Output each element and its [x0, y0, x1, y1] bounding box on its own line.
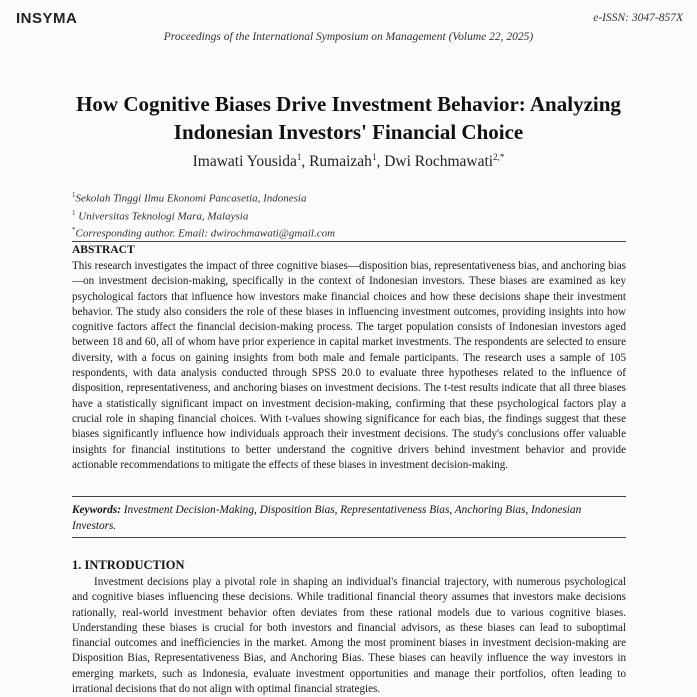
affiliation-text: Corresponding author. Email: dwirochmawati@gmail.com: [75, 227, 336, 240]
affiliation-sup: *: [72, 226, 76, 235]
author-list: Imawati Yousida$^1$, Rumaizah$^1$, Dwi Rochmawati$^{2,*}$: [192, 152, 505, 171]
affiliation-line: [72, 188, 335, 206]
author-name: Rumaizah: [309, 153, 372, 171]
author-sup: 1: [296, 152, 302, 162]
paper-title: How Cognitive Biases Drive Investment Behavior: Analyzing Indonesian Investors' Financial Choice: [76, 92, 621, 144]
keywords: [72, 503, 626, 534]
author-sup: 1: [371, 152, 377, 162]
abstract-bottom-rule: [72, 496, 626, 497]
author-sup: 2,*: [493, 152, 505, 162]
affiliation-sup: 1: [72, 208, 76, 217]
affiliation-text: Universitas Teknologi Mara, Malaysia: [75, 210, 249, 223]
keywords-text: Investment Decision-Making, Disposition Bias, Representativeness Bias, Anchoring Bias, Indonesian Investors.: [72, 504, 582, 532]
affiliation-sup: 1: [72, 191, 76, 199]
affiliation-line: [72, 206, 335, 224]
introduction-text: Investment decisions play a pivotal role in shaping an individual's financial trajectory, with numerous psychological and cognitive biases influencing these decisions. While traditional financial theory assumes that investors make decisions rationally, real-world investment behavior often deviates from these rational models due to various cognitive biases. Understanding these biases is crucial for both investors and financial advisors, as these biases can lead to suboptimal financial outcomes and inefficiencies in the market. Among the most prominent biases in investment decision-making are Disposition Bias, Representativeness Bias, and Anchoring Bias. These biases can heavily influence the way investors in emerging markets, such as Indonesia, evaluate investment opportunities and manage their portfolios, often leading to irrational decisions that do not align with optimal financial strategies.: [72, 576, 626, 696]
affiliations: [72, 188, 335, 241]
journal-logo: INSYMA: [16, 10, 78, 27]
affiliation-line: [72, 223, 335, 241]
keywords-label: Keywords:: [72, 504, 121, 516]
keywords-bottom-rule: [72, 537, 626, 538]
abstract-heading: ABSTRACT: [72, 244, 135, 256]
proceedings-header: Proceedings of the International Symposium on Management (Volume 22, 2025): [163, 31, 534, 43]
author-name: Imawati Yousida: [192, 153, 297, 171]
section-heading-introduction: 1. INTRODUCTION: [72, 558, 185, 572]
issn-label: e-ISSN: 3047-857X: [593, 12, 683, 24]
author-name: Dwi Rochmawati: [384, 153, 494, 171]
affiliation-text: Sekolah Tinggi Ilmu Ekonomi Pancasetia, Indonesia: [75, 192, 307, 205]
abstract-top-rule: [72, 241, 626, 242]
abstract-text: This research investigates the impact of three cognitive biases—disposition bias, representativeness bias, and anchoring bias—on investment decision-making, specifically in the context of Indonesian investors. These biases are examined as key psychological factors that influence how investors make financial choices and how these decisions shape their investment behavior. The study also considers the role of these biases in influencing investment outcomes, providing insights into how cognitive factors affect the financial decision-making process. The target population consists of Indonesian investors aged between 18 and 60, all of whom have prior experience in capital market investments. The respondents are selected to ensure diversity, with a focus on gaining insights from both male and female participants. The research uses a sample of 105 respondents, with data analysis conducted through SPSS 20.0 to evaluate three hypotheses related to the influence of disposition, representativeness, and anchoring biases on investment decisions. The t-test results indicate that all three biases have a statistically significant impact on investment decision-making, confirming that these psychological factors play a crucial role in shaping financial choices. With t-values showing significance for each bias, the findings suggest that these biases significantly influence how individuals approach their investment decisions. The study's conclusions offer valuable insights for financial institutions to better understand the cognitive drivers behind investment behavior and provide actionable recommendations to mitigate the effects of these biases in investment decision-making.: [72, 260, 626, 471]
